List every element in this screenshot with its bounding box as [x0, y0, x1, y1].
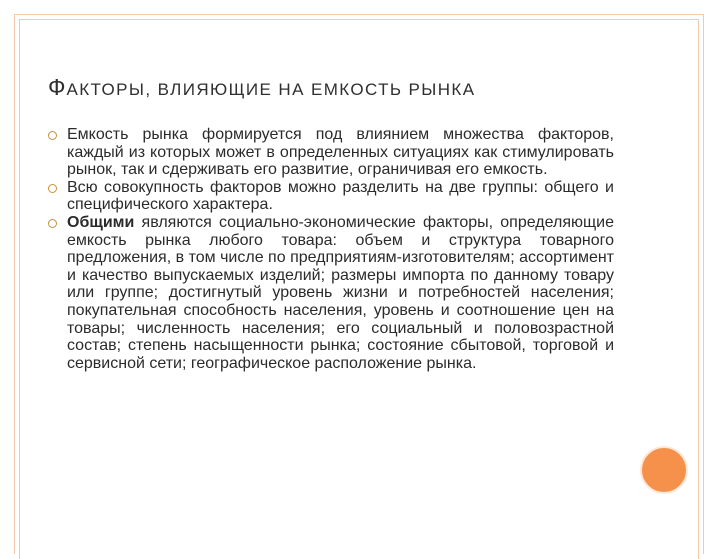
bullet-text-body: Емкость рынка формируется под влиянием множества факторов, каждый из которых может в определенных ситуациях как стимулировать рынок, так и сдерживать его развитие, ограничивая его емкость.	[67, 126, 614, 179]
bullet-circle-icon	[48, 184, 57, 193]
bullet-text-bold: Общими	[67, 213, 135, 231]
bullet-text-body: являются социально-экономические факторы, определяющие емкость рынка любого товара: объем и структура товарного предложения, в том числе по предприятиям-изготовителям; ассортимент и качество выпускаемых изделий; размеры импорта по данному товару или группе; достигнутый уровень жизни и потребностей населения; покупательная способность населения, уровень и соотношение цен на товары; численность населения; его социальный и половозрастной состав; степень насыщенности рынка; состояние сбытовой, торговой и сервисной сети; географическое расположение рынка.	[67, 213, 614, 372]
bullet-list	[48, 126, 614, 372]
title-rest: АКТОРЫ, ВЛИЯЮЩИЕ НА ЕМКОСТЬ РЫНКА	[66, 80, 476, 99]
bullet-text-body: Всю совокупность факторов можно разделить на две группы: общего и специфического характера.	[67, 178, 614, 214]
bullet-circle-icon	[48, 219, 57, 228]
bullet-item	[48, 126, 614, 179]
bullet-text	[67, 179, 614, 214]
bullet-item	[48, 179, 614, 214]
slide-title	[48, 74, 648, 101]
bullet-text	[67, 126, 614, 179]
bullet-item	[48, 214, 614, 372]
decorative-circle	[640, 446, 688, 494]
bullet-circle-icon	[48, 131, 57, 140]
bullet-text	[67, 214, 614, 372]
title-first-letter: Ф	[48, 74, 67, 100]
